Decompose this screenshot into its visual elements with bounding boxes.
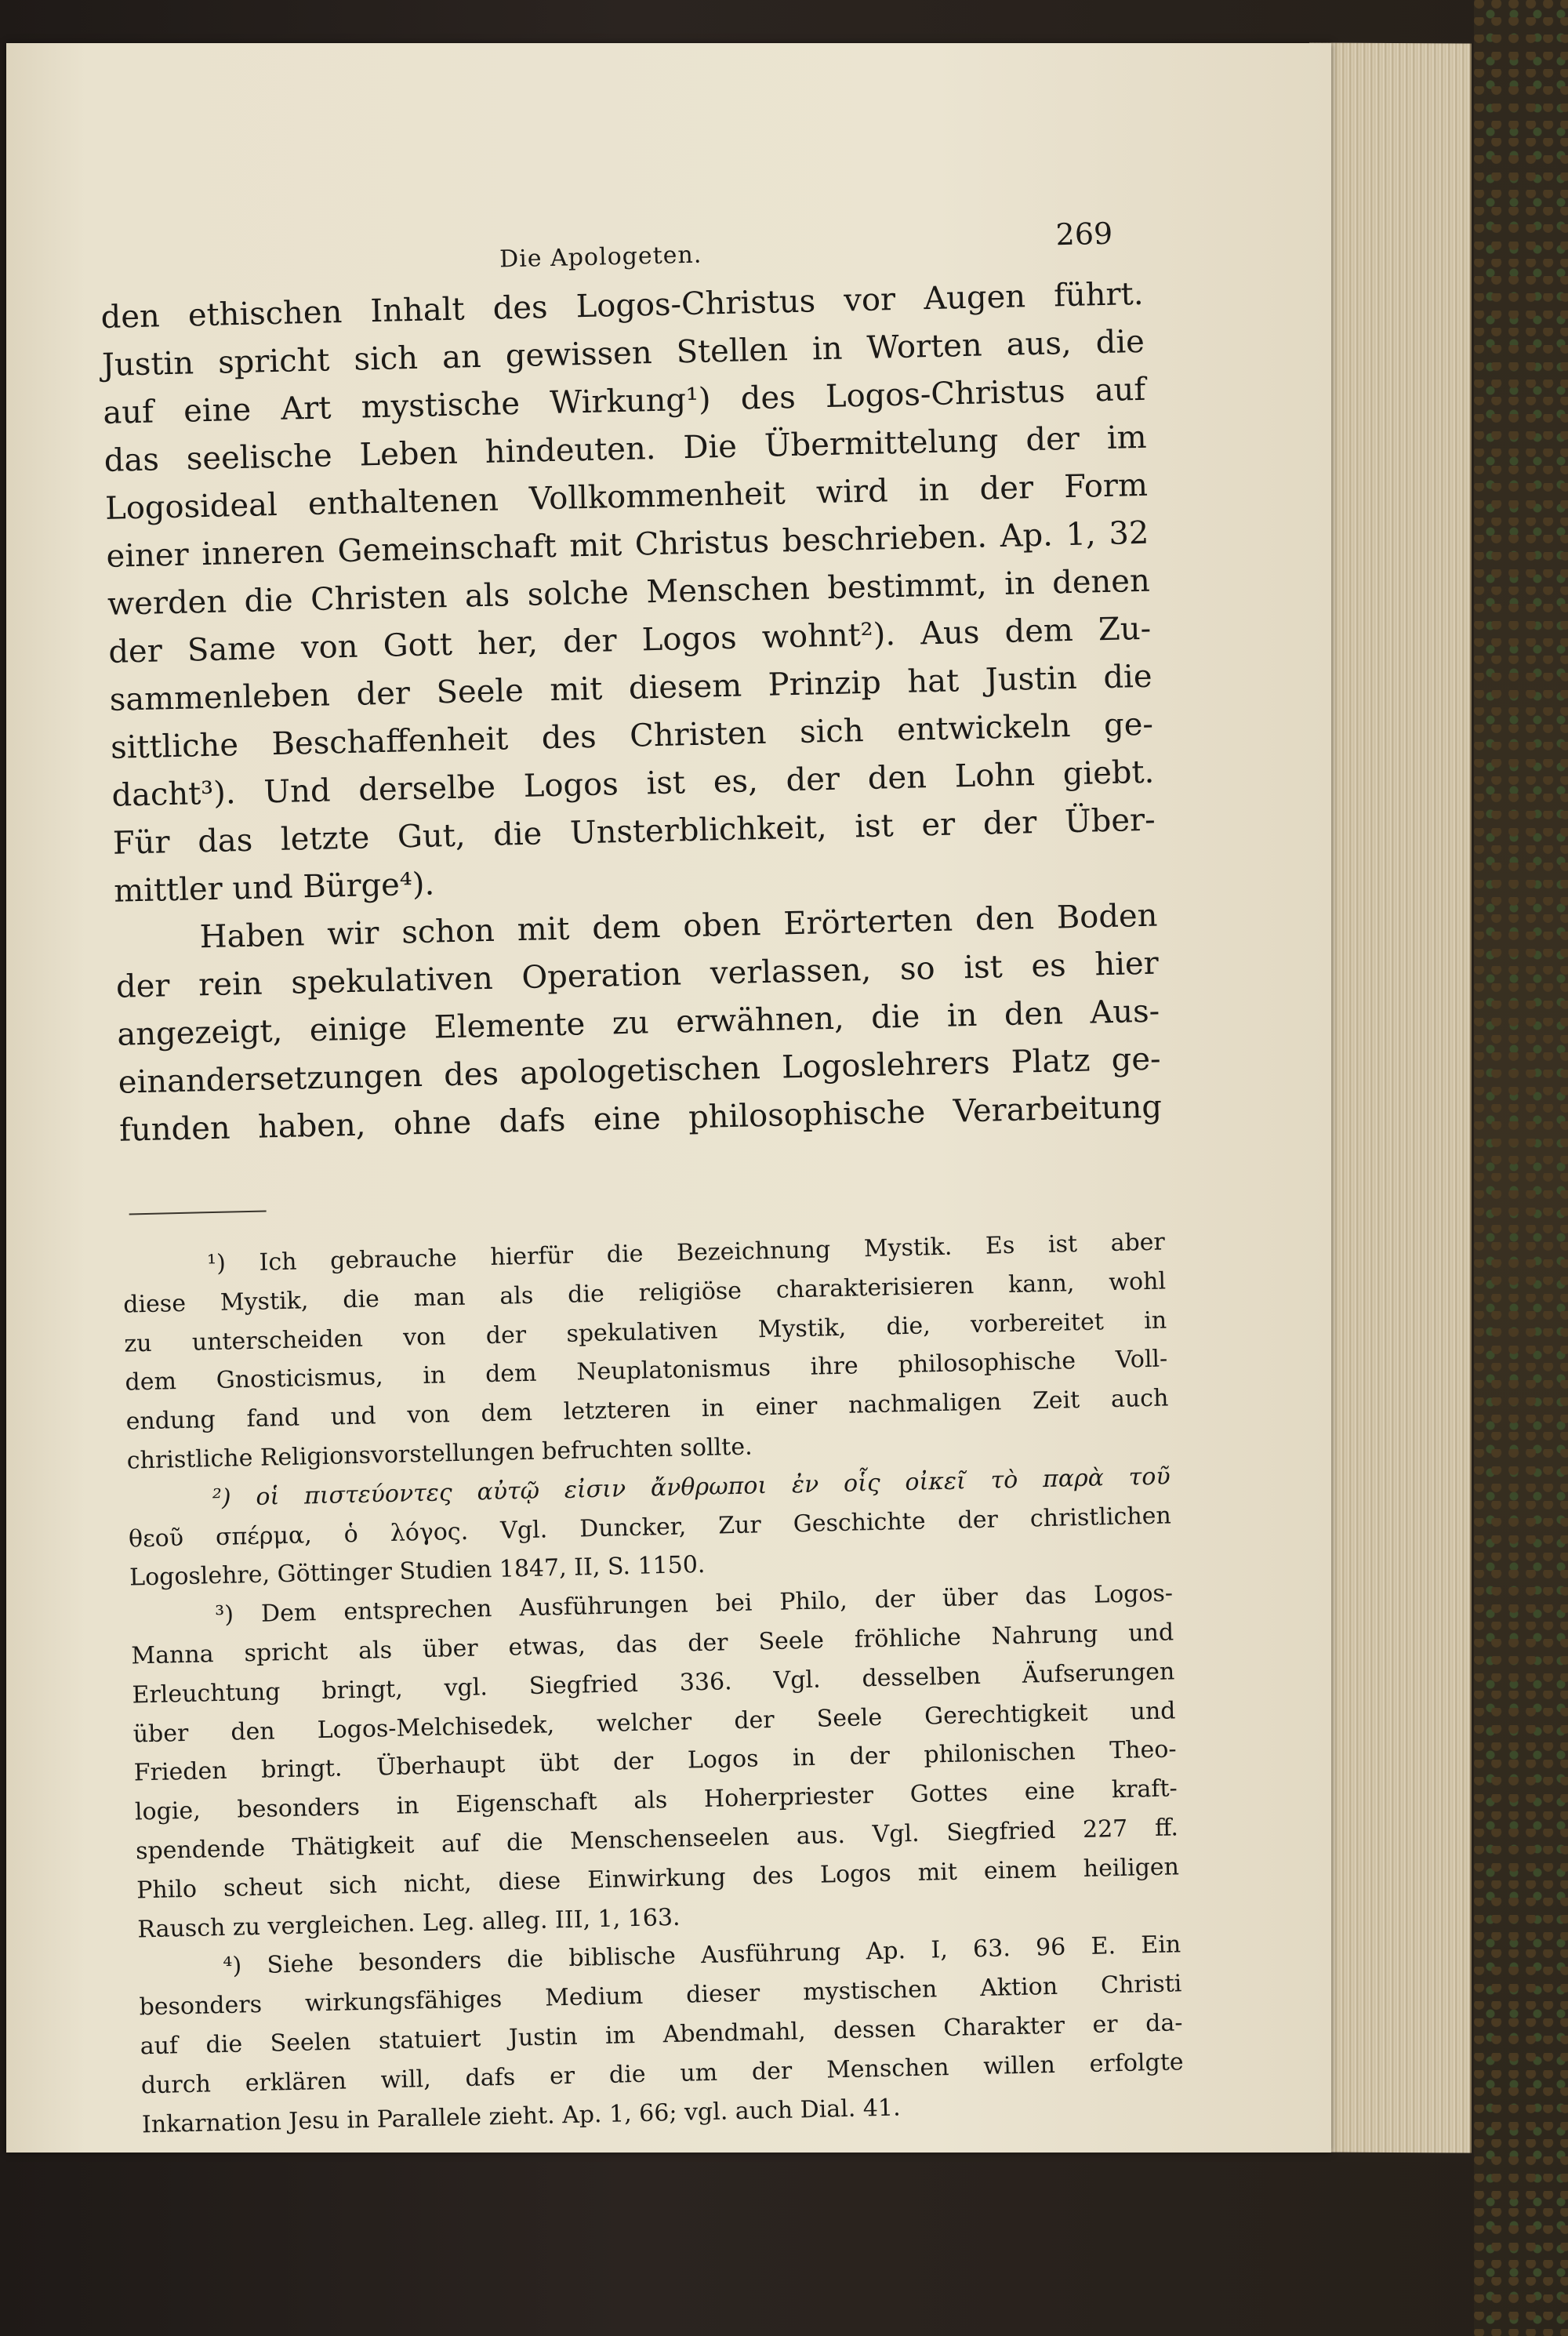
footnote-line: ⁴) Siehe besonders die biblische Ausführung Ap. I, 63. 96 E. Ein: [223, 1931, 1181, 1981]
footnote-line: über den Logos-Melchisedek, welcher der Seele Gerechtigkeit und: [132, 1696, 1176, 1749]
footnote-line: auf die Seelen statuiert Justin im Abendmahl, dessen Charakter er da-: [140, 2009, 1183, 2061]
footnote-line: endung fand und von dem letzteren in einer nachmaligen Zeit auch: [125, 1384, 1169, 1436]
footnote-line: Erleuchtung bringt, vgl. Siegfried 336. Vgl. desselben Äufserungen: [132, 1658, 1175, 1709]
footnote-line: Inkarnation Jesu in Parallele zieht. Ap. 1, 66; vgl. auch Dial. 41.: [141, 2093, 901, 2138]
body-line: Haben wir schon mit dem oben Erörterten den Boden: [199, 897, 1158, 956]
footnote-line: christliche Religionsvorstellungen befruchten sollte.: [126, 1433, 753, 1475]
body-line: werden die Christen als solche Menschen bestimmt, in denen: [107, 562, 1151, 623]
book-binding: [1474, 0, 1568, 2336]
body-line: angezeigt, einige Elemente zu erwähnen, die in den Aus-: [116, 993, 1160, 1053]
body-line: einandersetzungen des apologetischen Logoslehrers Platz ge-: [118, 1041, 1162, 1101]
page-number: 269: [1055, 216, 1113, 252]
body-line: sammenleben der Seele mit diesem Prinzip hat Justin die: [109, 658, 1152, 718]
body-line: mittler und Bürge⁴).: [113, 866, 435, 910]
footnote-line: ²) οἱ πιστεύοντες αὐτῷ εἰσιν ἄνθρωποι ἐν οἷς οἰκεῖ τὸ παρὰ τοῦ: [212, 1462, 1171, 1512]
page-stack-edges: [1309, 42, 1472, 2153]
body-line: dacht³). Und derselbe Logos ist es, der den Lohn giebt.: [111, 754, 1155, 814]
body-line: das seelische Leben hindeuten. Die Übermittelung der im: [103, 419, 1148, 479]
footnote-line: dem Gnosticismus, in dem Neuplatonismus ihre philosophische Voll-: [125, 1345, 1168, 1397]
body-line: Für das letzte Gut, die Unsterblichkeit, ist er der Über-: [112, 801, 1156, 862]
footnote-line: ³) Dem entsprechen Ausführungen bei Philo, der über das Logos-: [214, 1579, 1174, 1629]
body-line: Logosideal enthaltenen Vollkommenheit wird in der Form: [104, 467, 1149, 527]
body-text: [100, 271, 1163, 1155]
footnote-line: durch erklären will, dafs er die um der Menschen willen erfolgte: [140, 2047, 1184, 2100]
footnote-line: logie, besonders in Eigenschaft als Hoherpriester Gottes eine kraft-: [134, 1775, 1178, 1826]
footnote-line: Manna spricht als über etwas, das der Seele fröhliche Nahrung und: [131, 1618, 1174, 1670]
footnote-line: Rausch zu vergleichen. Leg. alleg. III, 1, 163.: [136, 1903, 681, 1943]
footnotes: [122, 1222, 1185, 2144]
body-line: sittliche Beschaffenheit des Christen sich entwickeln ge-: [110, 706, 1154, 766]
body-line: funden haben, ohne dafs eine philosophische Verarbeitung: [118, 1088, 1163, 1149]
page-content: [99, 200, 1185, 2145]
body-line: der Same von Gott her, der Logos wohnt²). Aus dem Zu-: [107, 610, 1152, 670]
footnote-line: diese Mystik, die man als die religiöse charakterisieren kann, wohl: [122, 1267, 1167, 1319]
footnote-line: ¹) Ich gebrauche hierfür die Bezeichnung Mystik. Es ist aber: [206, 1228, 1166, 1278]
body-line: den ethischen Inhalt des Logos-Christus vor Augen führt.: [100, 275, 1144, 336]
body-line: der rein spekulativen Operation verlassen, so ist es hier: [115, 945, 1160, 1005]
footnote-line: zu unterscheiden von der spekulativen Mystik, die, vorbereitet in: [124, 1306, 1167, 1358]
footnote-line: besonders wirkungsfähiges Medium dieser mystischen Aktion Christi: [139, 1970, 1182, 2022]
footnote-line: Frieden bringt. Überhaupt übt der Logos in der philonischen Theo-: [133, 1735, 1177, 1787]
footnote-rule: [129, 1210, 267, 1215]
footnote-line: spendende Thätigkeit auf die Menschenseelen aus. Vgl. Siegfried 227 ff.: [135, 1814, 1179, 1866]
footnote-line: θεοῦ σπέρμα, ὁ λόγος. Vgl. Duncker, Zur Geschichte der christlichen: [128, 1501, 1172, 1553]
body-line: einer inneren Gemeinschaft mit Christus beschrieben. Ap. 1, 32: [106, 514, 1149, 575]
book-page: [6, 43, 1331, 2153]
footnote-line: Logoslehre, Göttinger Studien 1847, II, S. 1150.: [129, 1551, 706, 1592]
body-line: auf eine Art mystische Wirkung¹) des Logos-Christus auf: [102, 371, 1146, 431]
footnote-line: Philo scheut sich nicht, diese Einwirkung des Logos mit einem heiligen: [136, 1853, 1180, 1905]
running-title: Die Apologeten.: [499, 241, 702, 274]
body-line: Justin spricht sich an gewissen Stellen in Worten aus, die: [101, 323, 1145, 383]
